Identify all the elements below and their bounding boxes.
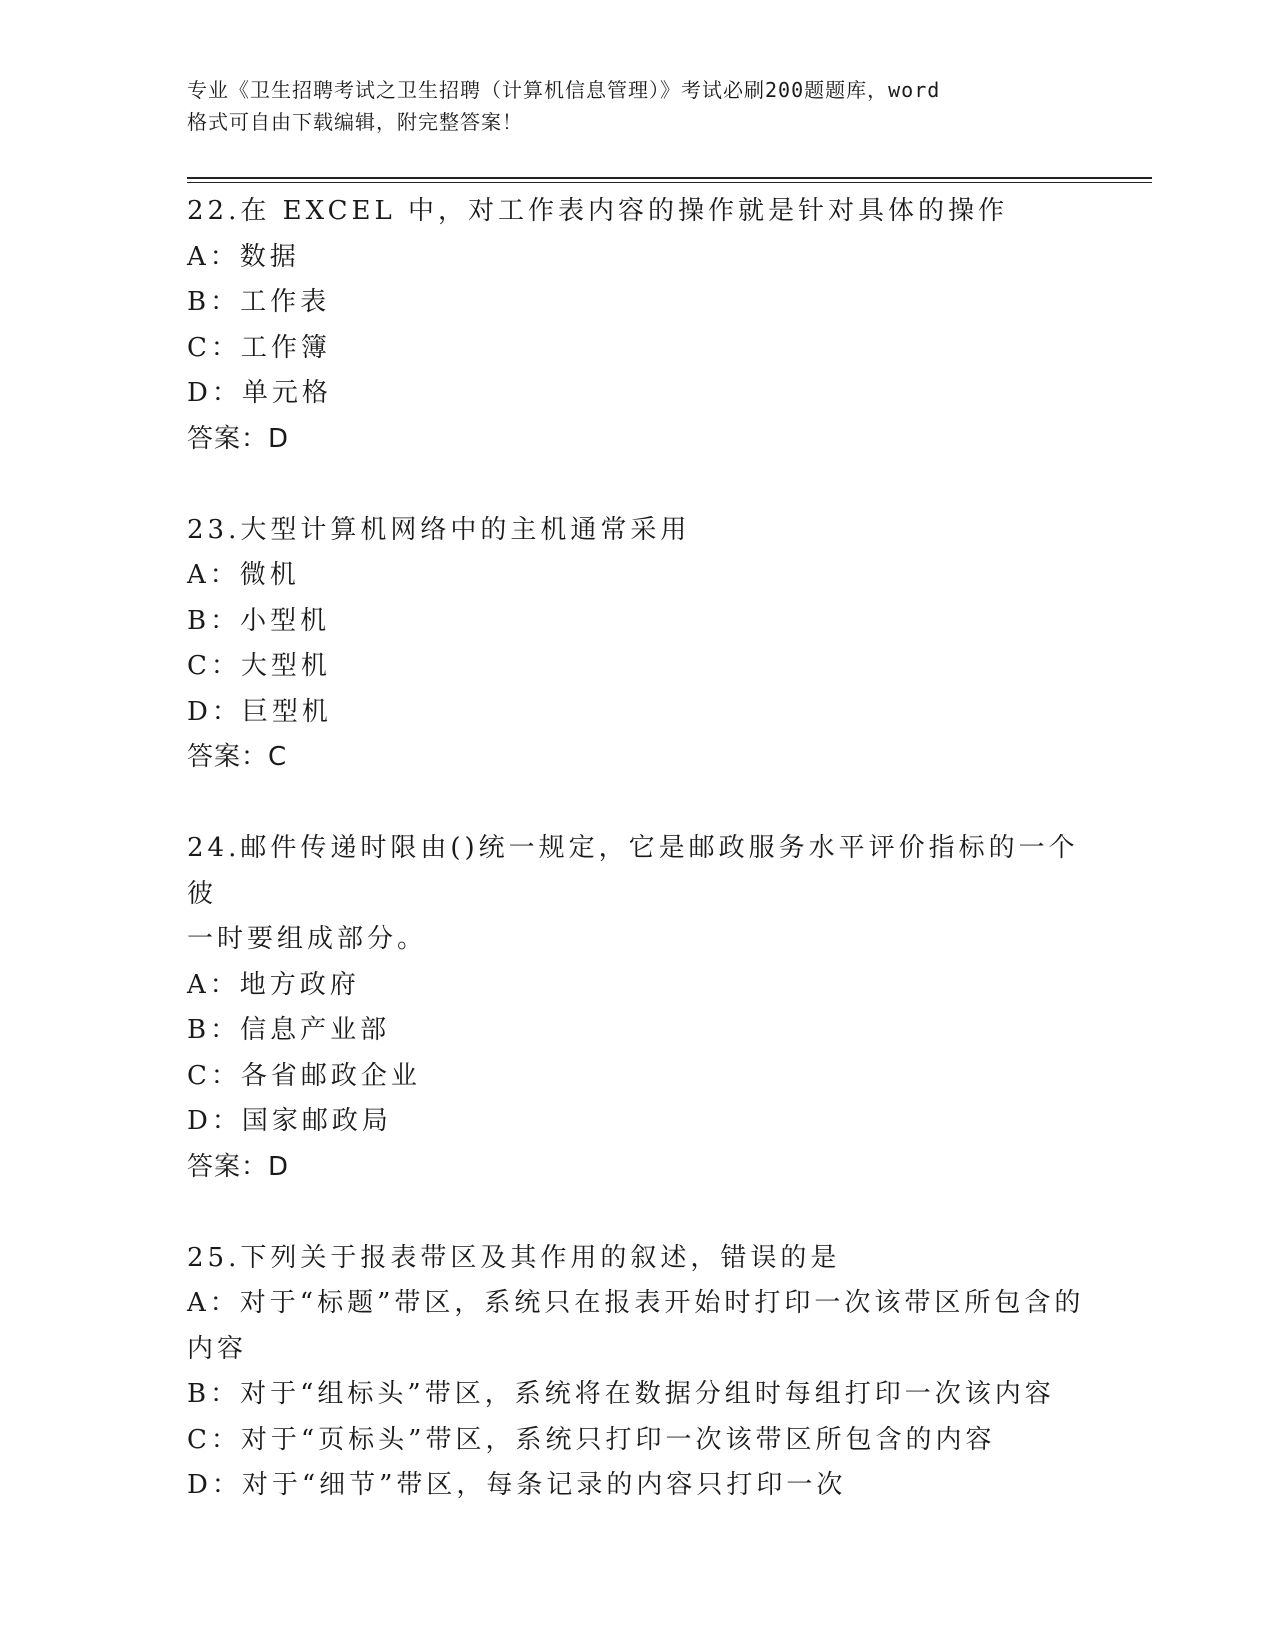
question-22: [187, 189, 1087, 462]
header-line-2: 格式可自由下载编辑，附完整答案！: [187, 110, 523, 134]
question-list: [187, 189, 1087, 1509]
option-d: D：巨型机: [187, 696, 332, 727]
answer-label: 答案：D: [187, 423, 290, 454]
header-divider-thin: [187, 182, 1152, 183]
question-23: [187, 508, 1087, 781]
option-d: D：单元格: [187, 378, 332, 408]
question-stem: 23.大型计算机网络中的主机通常采用: [187, 514, 691, 545]
option-a: A：数据: [187, 241, 300, 272]
header-line-1: 专业《卫生招聘考试之卫生招聘（计算机信息管理）》考试必刷200题题库，word: [187, 78, 941, 102]
option-a-line-1: A：对于“标题”带区，系统只在报表开始时打印一次该带区所包含的: [187, 1288, 1085, 1318]
option-c: C：对于“页标头”带区，系统只打印一次该带区所包含的内容: [187, 1424, 996, 1455]
option-a: A：地方政府: [187, 969, 360, 1000]
option-c: C：各省邮政企业: [187, 1060, 421, 1091]
document-header: [187, 74, 1087, 138]
question-25: [187, 1236, 1087, 1509]
option-a: A：微机: [187, 560, 300, 590]
option-b: B：信息产业部: [187, 1015, 391, 1045]
option-b: B：工作表: [187, 287, 331, 317]
question-stem-line-2: 一时要组成部分。: [187, 924, 428, 954]
option-d: D：对于“细节”带区，每条记录的内容只打印一次: [187, 1470, 847, 1500]
option-b: B：对于“组标头”带区，系统将在数据分组时每组打印一次该内容: [187, 1379, 1055, 1409]
option-d: D：国家邮政局: [187, 1106, 392, 1136]
question-stem: 22.在 EXCEL 中，对工作表内容的操作就是针对具体的操作: [187, 196, 1009, 226]
question-24: [187, 826, 1087, 1190]
header-divider-thick: [187, 177, 1152, 179]
option-a-line-2: 内容: [187, 1333, 248, 1364]
question-spacer: [187, 1190, 1087, 1236]
answer-label: 答案：D: [187, 1151, 290, 1182]
option-c: C：大型机: [187, 651, 331, 681]
option-b: B：小型机: [187, 605, 331, 636]
answer-label: 答案：C: [187, 742, 288, 772]
question-stem: 25.下列关于报表带区及其作用的叙述，错误的是: [187, 1242, 841, 1273]
question-spacer: [187, 781, 1087, 827]
option-c: C：工作簿: [187, 332, 331, 363]
question-stem-line-1: 24.邮件传递时限由()统一规定，它是邮政服务水平评价指标的一个彼: [187, 833, 1079, 909]
question-spacer: [187, 462, 1087, 508]
